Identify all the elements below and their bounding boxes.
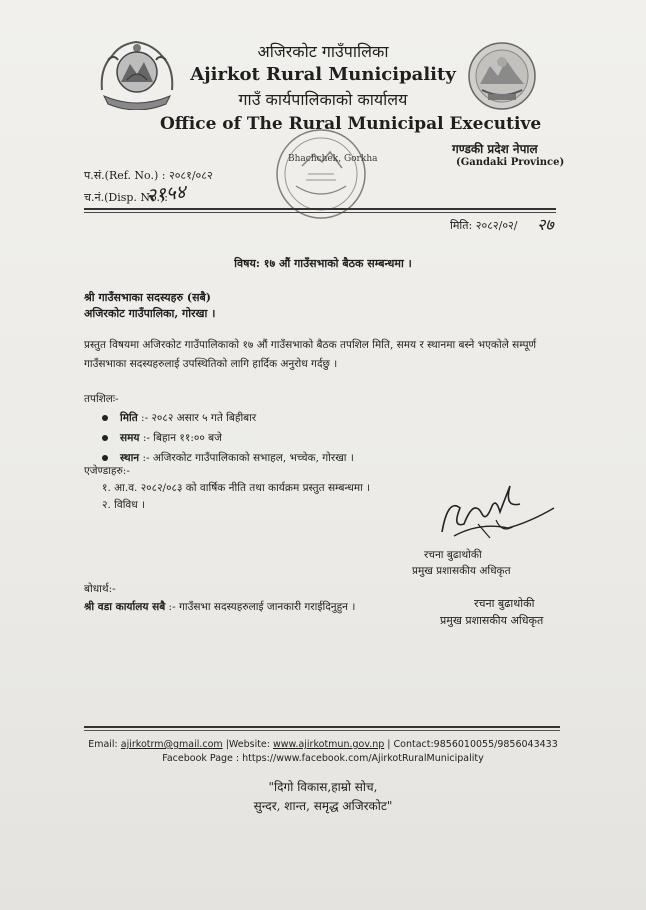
- municipality-name-en: Ajirkot Rural Municipality: [190, 64, 456, 85]
- footer-rule-thin: [84, 730, 560, 731]
- details-label: तपशिलः-: [84, 393, 119, 405]
- disp-label: च.नं.(Disp. No.):: [84, 191, 168, 204]
- office-name-en: Office of The Rural Municipal Executive: [160, 114, 542, 134]
- date-label: मिति: २०८२/०२/: [450, 219, 518, 232]
- cc-text: :- गाउँसभा सदस्यहरुलाई जानकारी गराईदिनुहुन ।: [168, 601, 356, 613]
- ref-number: प.सं.(Ref. No.) : २०८१/०८२: [84, 169, 213, 182]
- contact-text: | Contact:9856010055/9856043433: [384, 739, 558, 750]
- detail-key: स्थान: [120, 452, 140, 464]
- province-np: गण्डकी प्रदेश नेपाल: [452, 142, 538, 156]
- agenda-label: एजेण्डाहरु:-: [84, 465, 130, 477]
- signatory-name-typed: रचना बुढाथोकी: [474, 597, 535, 610]
- list-item: [102, 428, 354, 448]
- bullet-icon: [102, 455, 108, 461]
- bullet-icon: [102, 415, 108, 421]
- bullet-icon: [102, 435, 108, 441]
- detail-key: समय: [120, 432, 140, 444]
- website-label: |Website:: [222, 739, 273, 750]
- footer-rule: [84, 726, 560, 728]
- recipient-line-1: श्री गाउँसभाका सदस्यहरु (सबै): [84, 291, 211, 304]
- footer-facebook: Facebook Page : https://www.facebook.com/AjirkotRuralMunicipality: [162, 753, 484, 764]
- disp-number-handwritten: २१५४: [145, 180, 187, 208]
- recipient-line-2: अजिरकोट गाउँपालिका, गोरखा ।: [84, 307, 216, 320]
- body-paragraph: प्रस्तुत विषयमा अजिरकोट गाउँपालिकाको १७ औं गाउँसभाको बैठक तपशिल मिति, समय र स्थानमा बस्ने भएकोले सम्पूर्ण गाउँसभाका सदस्यहरुलाई उपस्थितिको लागि हार्दिक अनुरोध गर्दछु ।: [84, 339, 537, 370]
- list-item: [102, 448, 354, 468]
- signatory-name: रचना बुढाथोकी: [424, 549, 482, 561]
- detail-value: :- २०८२ असार ५ गते बिहीबार: [141, 412, 257, 424]
- seal-location: Bhachchek, Gorkha: [288, 154, 378, 164]
- agenda-list: [102, 480, 370, 514]
- list-item: १. आ.व. २०८२/०८३ को वार्षिक नीति तथा कार्यक्रम प्रस्तुत सम्बन्धमा ।: [102, 482, 371, 494]
- email-link[interactable]: ajirkotrm@gmail.com: [120, 739, 223, 750]
- province-en: (Gandaki Province): [456, 157, 565, 168]
- header-rule: [84, 208, 556, 210]
- email-label: Email:: [88, 739, 121, 750]
- list-item: २. विविध ।: [102, 499, 146, 511]
- header-rule-thin: [84, 212, 556, 213]
- date-handwritten: २७: [537, 215, 554, 234]
- list-item: [102, 408, 354, 428]
- motto-line-1: "दिगो विकास,हाम्रो सोच,: [268, 780, 378, 794]
- signatory-title: प्रमुख प्रशासकीय अधिकृत: [412, 565, 511, 577]
- detail-key: मिति: [120, 412, 138, 424]
- office-name-np: गाउँ कार्यपालिकाको कार्यालय: [238, 90, 408, 109]
- signatory-title-typed: प्रमुख प्रशासकीय अधिकृत: [440, 614, 544, 627]
- motto-line-2: सुन्दर, शान्त, समृद्ध अजिरकोट": [253, 799, 393, 813]
- detail-value: :- अजिरकोट गाउँपालिकाको सभाहल, भच्चेक, गोरखा ।: [142, 452, 354, 464]
- subject-line: विषय: १७ औं गाउँसभाको बैठक सम्बन्धमा ।: [234, 257, 412, 270]
- website-link[interactable]: www.ajirkotmun.gov.np: [273, 739, 385, 750]
- signature-mark: [430, 478, 562, 550]
- municipality-name-np: अजिरकोट गाउँपालिका: [257, 42, 389, 61]
- details-list: [102, 408, 354, 468]
- cc-line: [84, 600, 355, 614]
- footer-contact: [0, 739, 646, 750]
- cc-recipient: श्री वडा कार्यालय सबै: [84, 601, 166, 613]
- cc-label: बोधार्थ:-: [84, 583, 116, 595]
- detail-value: :- बिहान ११:०० बजे: [142, 432, 222, 444]
